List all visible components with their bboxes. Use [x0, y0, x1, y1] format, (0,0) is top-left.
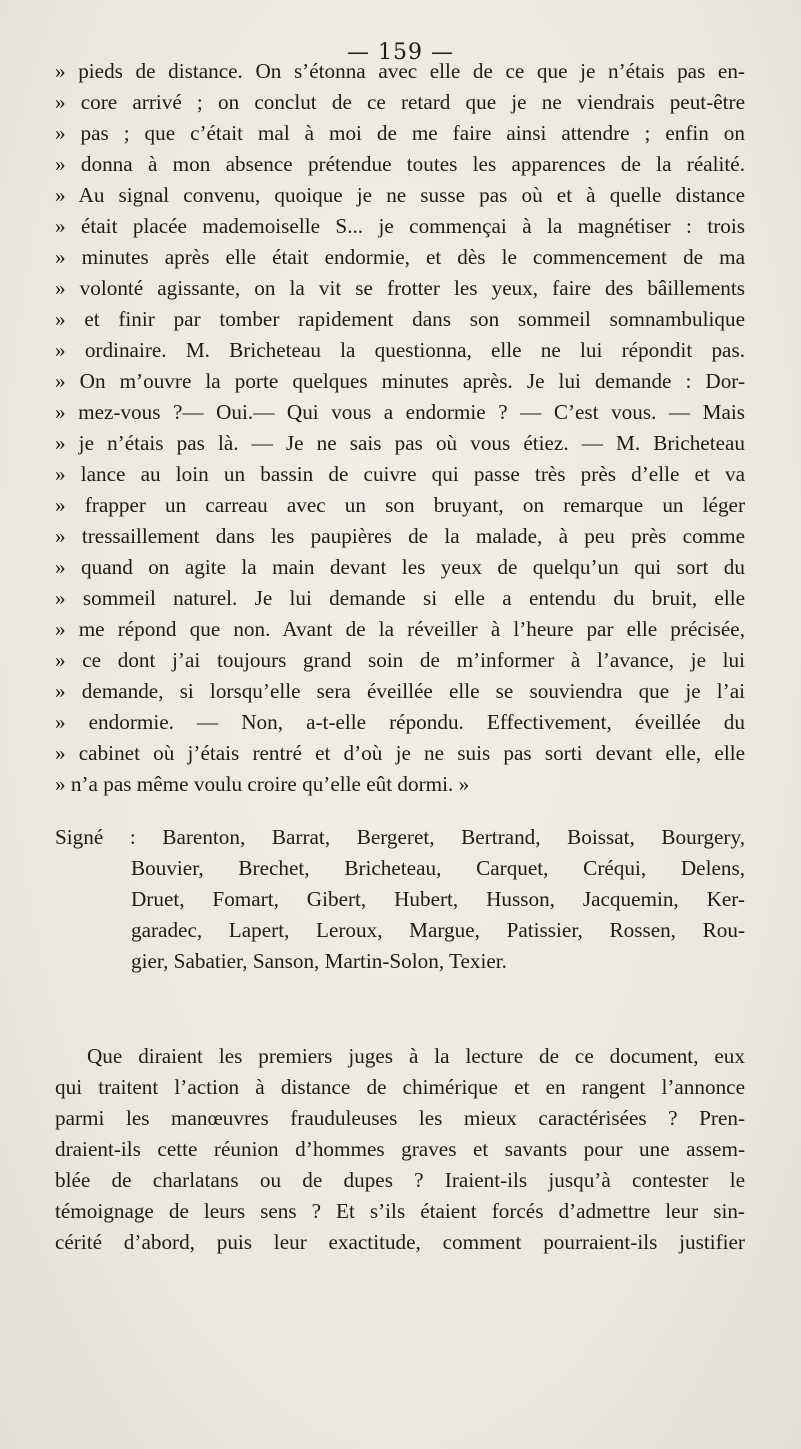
paragraph-line: blée de charlatans ou de dupes ? Iraient-ils jusqu’à contester le	[55, 1168, 745, 1192]
quote-line: » core arrivé ; on conclut de ce retard que je ne viendrais peut-être	[55, 90, 745, 114]
quote-line: » lance au loin un bassin de cuivre qui passe très près d’elle et va	[55, 462, 745, 486]
quote-line: » me répond que non. Avant de la réveiller à l’heure par elle précisée,	[55, 617, 745, 641]
quote-line: » je n’étais pas là. — Je ne sais pas où vous étiez. — M. Bricheteau	[55, 431, 745, 455]
paragraph-line: parmi les manœuvres frauduleuses les mieux caractérisées ? Pren-	[55, 1106, 745, 1130]
paragraph-line: cérité d’abord, puis leur exactitude, comment pourraient-ils justifier	[55, 1230, 745, 1254]
quote-line: » était placée mademoiselle S... je commençai à la magnétiser : trois	[55, 214, 745, 238]
paragraph-line: qui traitent l’action à distance de chimérique et en rangent l’annonce	[55, 1075, 745, 1099]
quote-line: » demande, si lorsqu’elle sera éveillée elle se souviendra que je l’ai	[55, 679, 745, 703]
quote-line: » quand on agite la main devant les yeux de quelqu’un qui sort du	[55, 555, 745, 579]
quote-line: » tressaillement dans les paupières de la malade, à peu près comme	[55, 524, 745, 548]
paragraph-line: draient-ils cette réunion d’hommes graves et savants pour une assem-	[55, 1137, 745, 1161]
paragraph-line: Que diraient les premiers juges à la lecture de ce document, eux	[87, 1044, 745, 1068]
quote-line: » frapper un carreau avec un son bruyant, on remarque un léger	[55, 493, 745, 517]
quote-line: » pieds de distance. On s’étonna avec elle de ce que je n’étais pas en-	[55, 59, 745, 83]
signature-line: Signé : Barenton, Barrat, Bergeret, Bertrand, Boissat, Bourgery,	[55, 825, 745, 849]
signature-line: garadec, Lapert, Leroux, Margue, Patissier, Rossen, Rou-	[131, 918, 745, 942]
signature-line: Druet, Fomart, Gibert, Hubert, Husson, Jacquemin, Ker-	[131, 887, 745, 911]
quote-line: » cabinet où j’étais rentré et d’où je ne suis pas sorti devant elle, elle	[55, 741, 745, 765]
quote-line: » endormie. — Non, a-t-elle répondu. Effectivement, éveillée du	[55, 710, 745, 734]
quote-line: » pas ; que c’était mal à moi de me faire ainsi attendre ; enfin on	[55, 121, 745, 145]
quote-line: » On m’ouvre la porte quelques minutes après. Je lui demande : Dor-	[55, 369, 745, 393]
quote-line: » ce dont j’ai toujours grand soin de m’informer à l’avance, je lui	[55, 648, 745, 672]
paragraph-line: témoignage de leurs sens ? Et s’ils étaient forcés d’admettre leur sin-	[55, 1199, 745, 1223]
quote-line: » donna à mon absence prétendue toutes les apparences de la réalité.	[55, 152, 745, 176]
quote-line: » mez-vous ?— Oui.— Qui vous a endormie ? — C’est vous. — Mais	[55, 400, 745, 424]
quote-line: » et finir par tomber rapidement dans son sommeil somnambulique	[55, 307, 745, 331]
signature-line: gier, Sabatier, Sanson, Martin-Solon, Texier.	[131, 949, 507, 973]
quote-line: » sommeil naturel. Je lui demande si elle a entendu du bruit, elle	[55, 586, 745, 610]
quote-line: » volonté agissante, on la vit se frotter les yeux, faire des bâillements	[55, 276, 745, 300]
quote-line: » minutes après elle était endormie, et dès le commencement de ma	[55, 245, 745, 269]
signature-line: Bouvier, Brechet, Bricheteau, Carquet, Créqui, Delens,	[131, 856, 745, 880]
page-number: — 159 —	[347, 40, 454, 65]
quote-line: » n’a pas même voulu croire qu’elle eût dormi. »	[55, 772, 470, 796]
quote-line: » ordinaire. M. Bricheteau la questionna, elle ne lui répondit pas.	[55, 338, 745, 362]
quote-line: » Au signal convenu, quoique je ne susse pas où et à quelle distance	[55, 183, 745, 207]
